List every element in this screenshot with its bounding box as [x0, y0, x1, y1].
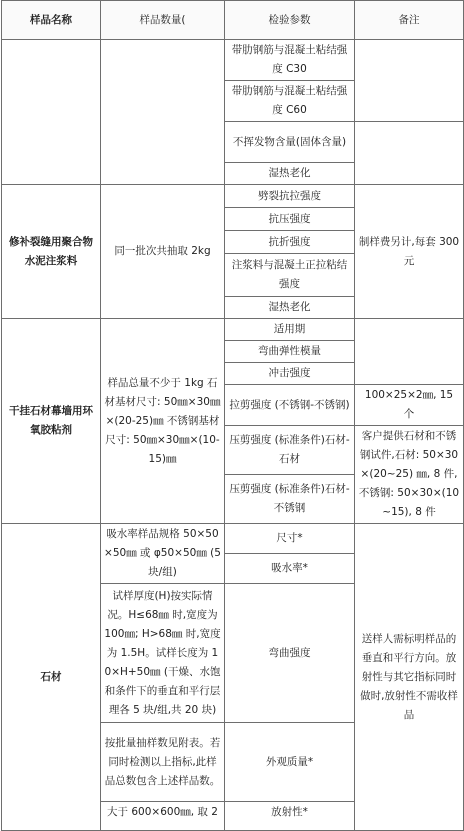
sample-qty-cell: 按批量抽样数见附表。若同时检测以上指标,此样品总数包含上述样品数。: [101, 723, 225, 802]
param-cell: 弯曲强度: [225, 584, 355, 723]
param-cell: 冲击强度: [225, 363, 355, 385]
param-cell: 吸水率*: [225, 554, 355, 584]
param-cut-text: 放射性*: [271, 806, 308, 818]
sample-name-cell: 干挂石材幕墙用环氧胶粘剂: [2, 319, 101, 524]
sample-qty-cell: 同一批次共抽取 2kg: [101, 185, 225, 319]
table-row: [2, 185, 464, 208]
test-parameter-table: [1, 0, 464, 831]
header-row: [2, 1, 464, 40]
sample-name-cell: 修补裂缝用聚合物水泥注浆料: [2, 185, 101, 319]
param-cell: 湿热老化: [225, 163, 355, 185]
sample-qty-cell: 样品总量不少于 1kg 石材基材尺寸: 50㎜×30㎜×(20-25)㎜ 不锈钢基材尺寸: 50㎜×30㎜×(10-15)㎜: [101, 319, 225, 524]
remark-cell: [355, 122, 464, 185]
param-cell: 抗压强度: [225, 208, 355, 231]
remark-cell: [355, 319, 464, 385]
sample-name-cell: 石材: [2, 524, 101, 831]
sample-qty-cell: [101, 802, 225, 831]
param-cell: 抗折强度: [225, 231, 355, 254]
sample-qty-cell: 吸水率样品规格 50×50×50㎜ 或 φ50×50㎜ (5 块/组): [101, 524, 225, 584]
param-cell: 劈裂抗拉强度: [225, 185, 355, 208]
header-sample-name: 样品名称: [2, 1, 101, 40]
header-sample-qty: 样品数量(: [101, 1, 225, 40]
param-cell: 带肋钢筋与混凝土粘结强度 C30: [225, 40, 355, 81]
param-cell: [225, 802, 355, 831]
sample-qty-cell: [101, 40, 225, 185]
param-cell: 外观质量*: [225, 723, 355, 802]
param-cell: 不挥发物含量(固体含量): [225, 122, 355, 163]
table-row: [2, 524, 464, 554]
param-cell: 湿热老化: [225, 297, 355, 319]
param-cell: 尺寸*: [225, 524, 355, 554]
param-cell: 注浆料与混凝土正拉粘结强度: [225, 254, 355, 297]
remark-cell: 100×25×2㎜, 15 个: [355, 385, 464, 426]
header-remarks: 备注: [355, 1, 464, 40]
sample-name-cell: [2, 40, 101, 185]
param-cell: 压剪强度 (标准条件)石材-不锈钢: [225, 475, 355, 524]
remark-cell: 制样费另计,每套 300 元: [355, 185, 464, 319]
remark-cell: 送样人需标明样品的垂直和平行方向。放射性与其它指标同时做时,放射性不需收样品: [355, 524, 464, 831]
param-cell: 带肋钢筋与混凝土粘结强度 C60: [225, 81, 355, 122]
sample-qty-cut-text: 大于 600×600㎜, 取 2: [107, 806, 218, 818]
table-row: [2, 319, 464, 341]
remark-cell: 客户提供石材和不锈钢试件,石材: 50×30×(20~25) ㎜, 8 件,不锈钢: 50×30×(10~15), 8 件: [355, 426, 464, 524]
param-cell: 弯曲弹性模量: [225, 341, 355, 363]
header-test-params: 检验参数: [225, 1, 355, 40]
remark-cell: [355, 40, 464, 122]
param-cell: 压剪强度 (标准条件)石材-石材: [225, 426, 355, 475]
param-cell: 适用期: [225, 319, 355, 341]
param-cell: 拉剪强度 (不锈钢-不锈钢): [225, 385, 355, 426]
table-row: [2, 40, 464, 81]
sample-qty-cell: 试样厚度(H)按实际情况。H≤68㎜ 时,宽度为 100㎜; H>68㎜ 时,宽度为 1.5H。试样长度为 10×H+50㎜ (干燥、水饱和条件下的垂直和平行层理各 5 块/组,共 20 块): [101, 584, 225, 723]
